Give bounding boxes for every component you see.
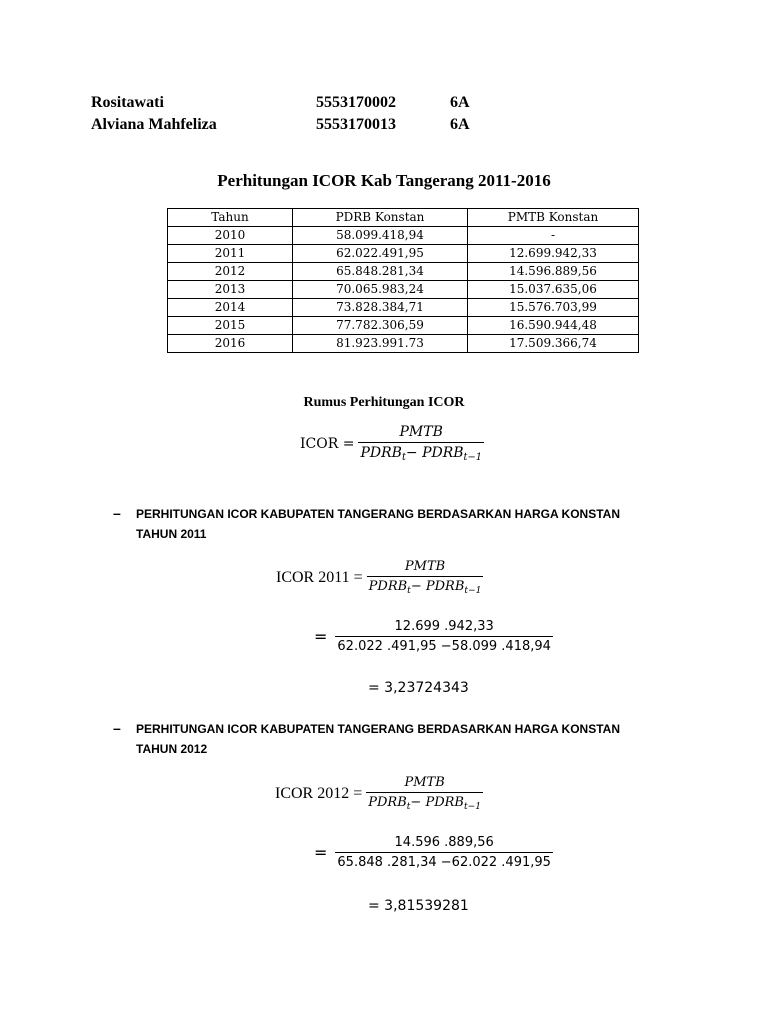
- formula-title: Rumus Perhitungan ICOR: [303, 395, 465, 410]
- icor-2011-equals: =: [314, 627, 328, 646]
- author-nim-1: 5553170002: [316, 94, 396, 111]
- table-cell-pmtb: 15.037.635,06: [468, 281, 639, 299]
- icor-2011-result: = 3,23724343: [368, 680, 469, 696]
- icor-2012-formula: [275, 775, 483, 812]
- icor-2011-calc-denominator: 62.022 .491,95 −58.099 .418,94: [335, 636, 553, 654]
- author-name-2: Alviana Mahfeliza: [91, 116, 217, 133]
- author-name-1: Rositawati: [91, 94, 164, 111]
- table-cell-pmtb: 17.509.366,74: [468, 335, 639, 353]
- table-cell-year: 2015: [168, 317, 293, 335]
- icor-2011-calculation: [314, 619, 553, 654]
- table-cell-pmtb: 16.590.944,48: [468, 317, 639, 335]
- icor-2012-lhs: ICOR 2012 =: [275, 784, 363, 802]
- table-row: [168, 299, 639, 317]
- formula-denominator: $PDRB_t-$ $PDRB_{t-1}$: [358, 442, 483, 463]
- table-cell-pmtb: -: [468, 227, 639, 245]
- table-cell-year: 2010: [168, 227, 293, 245]
- table-header-pdrb: PDRB Konstan: [293, 209, 468, 227]
- table-cell-pdrb: 77.782.306,59: [293, 317, 468, 335]
- table-cell-pmtb: 14.596.889,56: [468, 263, 639, 281]
- icor-data-table: [167, 208, 639, 353]
- table-cell-year: 2016: [168, 335, 293, 353]
- table-cell-year: 2011: [168, 245, 293, 263]
- table-cell-pdrb: 73.828.384,71: [293, 299, 468, 317]
- table-row: [168, 281, 639, 299]
- author-class-1: 6A: [450, 94, 470, 111]
- icor-2011-fraction: [367, 559, 484, 596]
- section-bullet-2012: –: [113, 720, 121, 736]
- table-cell-pdrb: 58.099.418,94: [293, 227, 468, 245]
- formula-lhs: ICOR =: [300, 435, 355, 452]
- table-cell-year: 2012: [168, 263, 293, 281]
- table-header-pmtb: PMTB Konstan: [468, 209, 639, 227]
- table-header-row: [168, 209, 639, 227]
- icor-2011-calc-fraction: [335, 619, 553, 654]
- table-row: [168, 317, 639, 335]
- icor-2012-calculation: [314, 835, 553, 870]
- section-bullet-2011: –: [113, 505, 121, 521]
- formula-fraction: [358, 424, 483, 463]
- table-row: [168, 245, 639, 263]
- document-title: Perhitungan ICOR Kab Tangerang 2011-2016: [217, 171, 551, 190]
- table-row: [168, 335, 639, 353]
- icor-2011-formula: [276, 559, 483, 596]
- section-heading-2011: PERHITUNGAN ICOR KABUPATEN TANGERANG BERDASARKAN HARGA KONSTAN TAHUN 2011: [136, 507, 620, 541]
- formula-numerator: PMTB: [399, 424, 443, 440]
- table-cell-year: 2014: [168, 299, 293, 317]
- table-row: [168, 263, 639, 281]
- table-cell-pdrb: 70.065.983,24: [293, 281, 468, 299]
- table-cell-pmtb: 12.699.942,33: [468, 245, 639, 263]
- icor-2012-calc-fraction: [335, 835, 553, 870]
- table-header-tahun: Tahun: [168, 209, 293, 227]
- icor-2012-result: = 3,81539281: [368, 898, 469, 914]
- table-row: [168, 227, 639, 245]
- icor-2011-calc-numerator: 12.699 .942,33: [394, 619, 494, 634]
- icor-2011-denominator: $PDRB_t-$ $PDRB_{t-1}$: [367, 576, 484, 596]
- icor-2011-numerator: PMTB: [404, 559, 446, 574]
- table-cell-year: 2013: [168, 281, 293, 299]
- author-class-2: 6A: [450, 116, 470, 133]
- table-cell-pdrb: 81.923.991.73: [293, 335, 468, 353]
- icor-2012-numerator: PMTB: [404, 775, 445, 790]
- table-cell-pdrb: 65.848.281,34: [293, 263, 468, 281]
- table-cell-pmtb: 15.576.703,99: [468, 299, 639, 317]
- icor-formula: [300, 424, 484, 463]
- table-cell-pdrb: 62.022.491,95: [293, 245, 468, 263]
- icor-2012-denominator: $PDRB_t-$ $PDRB_{t-1}$: [366, 792, 483, 812]
- icor-2012-fraction: [366, 775, 483, 812]
- icor-2011-lhs: ICOR 2011 =: [276, 568, 363, 586]
- icor-2012-equals: =: [314, 843, 328, 862]
- author-nim-2: 5553170013: [316, 116, 396, 133]
- icor-2012-calc-numerator: 14.596 .889,56: [394, 835, 494, 850]
- section-heading-2012: PERHITUNGAN ICOR KABUPATEN TANGERANG BERDASARKAN HARGA KONSTAN TAHUN 2012: [136, 722, 620, 756]
- icor-2012-calc-denominator: 65.848 .281,34 −62.022 .491,95: [335, 852, 553, 870]
